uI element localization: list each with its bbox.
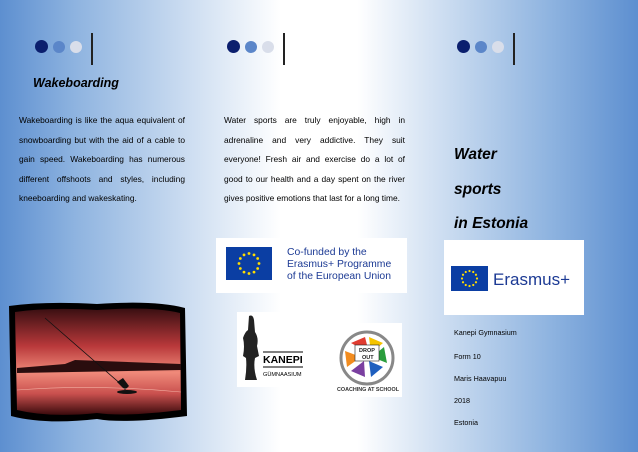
eu-star bbox=[476, 277, 478, 279]
eu-star bbox=[461, 277, 463, 279]
cofunded-line-2: Erasmus+ Programme bbox=[287, 259, 392, 270]
kanepi-logo-subtitle: GÜMNAASIUM bbox=[263, 372, 302, 378]
eu-star bbox=[468, 270, 470, 272]
eu-star bbox=[465, 284, 467, 286]
eu-star bbox=[239, 267, 242, 270]
wakeboarding-heading: Wakeboarding bbox=[33, 76, 119, 90]
dot-dark bbox=[35, 40, 48, 53]
title-line-3: in Estonia bbox=[454, 215, 529, 232]
eu-star bbox=[258, 262, 261, 265]
dot-mid bbox=[475, 41, 487, 53]
coaching-logo-drop: DROP bbox=[359, 348, 375, 354]
dot-mid bbox=[53, 41, 65, 53]
water-sports-paragraph: Water sports are truly enjoyable, high in adrenaline and very addictive. They suit everyone! Fresh air and exercise do a lot of good to our health and a day spent on the river gives positive emotions that last for a long time. bbox=[224, 115, 405, 203]
coaching-logo-out: OUT bbox=[362, 355, 374, 361]
eu-star bbox=[472, 284, 474, 286]
erasmus-cofunded-logo bbox=[216, 238, 407, 293]
eu-star bbox=[256, 257, 259, 260]
eu-star bbox=[475, 274, 477, 276]
kanepi-gymnasium-logo bbox=[237, 312, 307, 387]
vertical-bar bbox=[513, 33, 515, 65]
eu-star bbox=[243, 271, 246, 274]
eu-star bbox=[253, 271, 256, 274]
cofunded-line-3: of the European Union bbox=[287, 271, 391, 282]
info-form: Form 10 bbox=[454, 352, 481, 361]
eu-star bbox=[256, 267, 259, 270]
eu-flag-icon bbox=[451, 266, 488, 291]
dot-mid bbox=[245, 41, 257, 53]
dot-dark bbox=[457, 40, 470, 53]
info-author: Maris Haavapuu bbox=[454, 374, 507, 383]
eu-star bbox=[468, 285, 470, 287]
wakeboarding-photo bbox=[5, 298, 190, 426]
title-line-1: Water bbox=[454, 146, 497, 163]
coaching-logo-caption: COACHING AT SCHOOL bbox=[337, 387, 399, 393]
eu-star bbox=[248, 272, 251, 275]
vertical-bar bbox=[283, 33, 285, 65]
info-country: Estonia bbox=[454, 418, 478, 427]
cofunded-text bbox=[287, 247, 391, 283]
dot-dark bbox=[227, 40, 240, 53]
dot-light bbox=[70, 41, 82, 53]
eu-star bbox=[462, 281, 464, 283]
coaching-at-school-logo bbox=[331, 323, 402, 397]
eu-flag-icon bbox=[226, 247, 272, 280]
kanepi-logo-name: KANEPI bbox=[263, 354, 303, 366]
erasmus-plus-logo bbox=[444, 240, 584, 315]
eu-star bbox=[243, 253, 246, 256]
cofunded-line-1: Co-funded by the bbox=[287, 247, 367, 258]
info-school: Kanepi Gymnasium bbox=[454, 328, 517, 337]
eu-star bbox=[462, 274, 464, 276]
eu-star bbox=[248, 252, 251, 255]
vertical-bar bbox=[91, 33, 93, 65]
eu-star bbox=[239, 257, 242, 260]
erasmus-plus-label: Erasmus+ bbox=[493, 270, 570, 289]
eu-star bbox=[238, 262, 241, 265]
brochure-title bbox=[454, 138, 528, 242]
wakeboarding-paragraph: Wakeboarding is like the aqua equivalent of snowboarding but with the aid of a cable to gain speed. Wakeboarding has numerous different offshoots and styles, including kneeboarding and wakeskating. bbox=[19, 115, 185, 203]
info-year: 2018 bbox=[454, 396, 470, 405]
eu-star bbox=[472, 271, 474, 273]
dot-light bbox=[492, 41, 504, 53]
eu-star bbox=[253, 253, 256, 256]
eu-star bbox=[465, 271, 467, 273]
title-line-2: sports bbox=[454, 180, 502, 198]
eu-star bbox=[475, 281, 477, 283]
dot-light bbox=[262, 41, 274, 53]
